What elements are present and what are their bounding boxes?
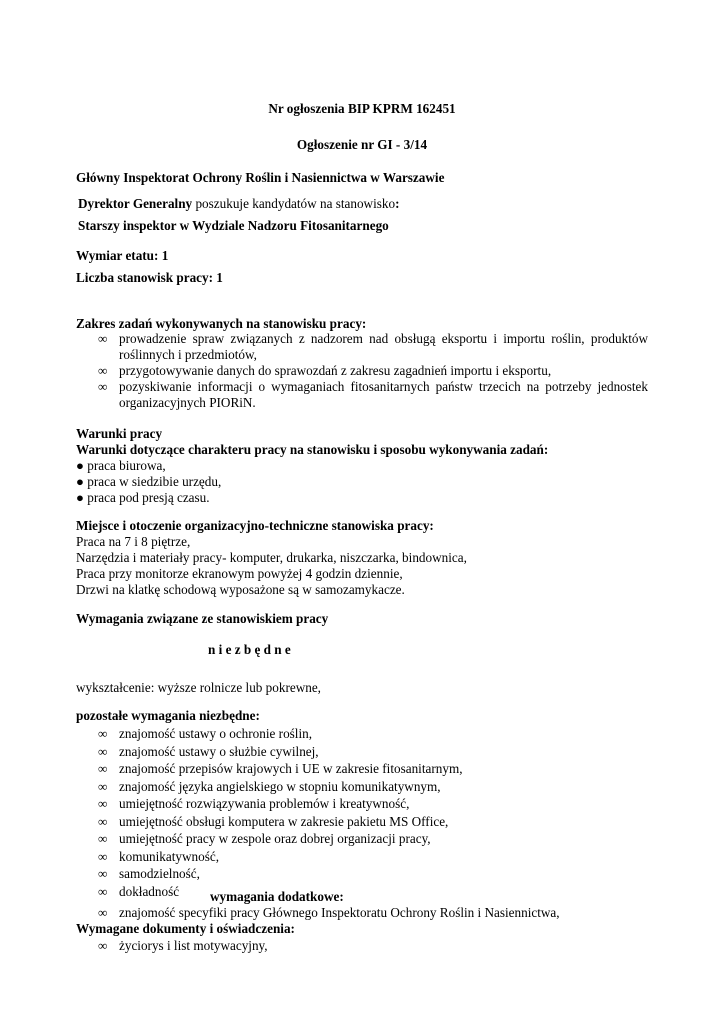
duties-heading: Zakres zadań wykonywanych na stanowisku pracy: <box>76 316 367 331</box>
list-item: ∞ znajomość ustawy o ochronie roślin, <box>98 726 313 741</box>
infinity-bullet-icon: ∞ <box>98 761 108 776</box>
infinity-bullet-icon: ∞ <box>98 743 108 759</box>
condition-item: ● praca biurowa, <box>76 458 166 473</box>
infinity-bullet-icon: ∞ <box>98 796 108 811</box>
employer-name: Główny Inspektorat Ochrony Roślin i Nasiennictwa w Warszawie <box>76 170 445 185</box>
list-item: ∞ znajomość języka angielskiego w stopniu komunikatywnym, <box>98 778 441 794</box>
infinity-bullet-icon: ∞ <box>98 848 108 864</box>
list-item: ∞ prowadzenie spraw związanych z nadzorem nad obsługą eksportu i importu roślin, produktów roślinnych i przedmiotów, <box>98 331 648 362</box>
announcement-number: Nr ogłoszenia BIP KPRM 162451 <box>268 101 456 116</box>
duties-list <box>98 331 648 411</box>
infinity-bullet-icon: ∞ <box>98 905 108 920</box>
workplace-heading: Miejsce i otoczenie organizacyjno-techniczne stanowiska pracy: <box>76 518 434 533</box>
condition-item: ● praca pod presją czasu. <box>76 490 210 505</box>
additional-requirements-heading: wymagania dodatkowe: <box>210 889 344 904</box>
requirements-heading: Wymagania związane ze stanowiskiem pracy <box>76 611 329 626</box>
recruiter-colon: : <box>395 196 400 211</box>
recruiter-text: poszukuje kandydatów na stanowisko <box>192 196 396 211</box>
infinity-bullet-icon: ∞ <box>98 379 108 394</box>
documents-list <box>98 938 658 954</box>
infinity-bullet-icon: ∞ <box>98 778 108 794</box>
recruiter-line <box>78 196 399 212</box>
list-item: ∞ samodzielność, <box>98 866 200 881</box>
conditions-subheading: Warunki dotyczące charakteru pracy na stanowisku i sposobu wykonywania zadań: <box>76 442 549 457</box>
condition-item: ● praca w siedzibie urzędu, <box>76 474 222 489</box>
infinity-bullet-icon: ∞ <box>98 363 108 378</box>
recruiter-title: Dyrektor Generalny <box>78 196 193 211</box>
notice-number: Ogłoszenie nr GI - 3/14 <box>296 137 428 152</box>
other-requirements-heading: pozostałe wymagania niezbędne: <box>76 708 260 723</box>
list-item: ∞ znajomość specyfiki pracy Głównego Inspektoratu Ochrony Roślin i Nasiennictwa, <box>98 905 560 920</box>
required-label: n i e z b ę d n e <box>208 642 291 657</box>
list-item: ∞ znajomość przepisów krajowych i UE w zakresie fitosanitarnym, <box>98 761 463 776</box>
list-item: ∞ pozyskiwanie informacji o wymaganiach fitosanitarnych państw trzecich na potrzeby jednostek organizacyjnych PIORiN. <box>98 379 648 410</box>
infinity-bullet-icon: ∞ <box>98 866 108 881</box>
list-item: ∞ komunikatywność, <box>98 848 219 864</box>
workplace-line: Narzędzia i materiały pracy- komputer, drukarka, niszczarka, bindownica, <box>76 550 467 565</box>
position-title: Starszy inspektor w Wydziale Nadzoru Fitosanitarnego <box>78 218 389 233</box>
list-item: ∞ życiorys i list motywacyjny, <box>98 938 268 953</box>
workplace-line: Drzwi na klatkę schodową wyposażone są w samozamykacze. <box>76 582 405 597</box>
infinity-bullet-icon: ∞ <box>98 726 108 741</box>
list-item: ∞ umiejętność obsługi komputera w zakresie pakietu MS Office, <box>98 813 449 829</box>
fte: Wymiar etatu: 1 <box>76 248 169 263</box>
workplace-line: Praca przy monitorze ekranowym powyżej 4 godzin dziennie, <box>76 566 403 581</box>
education-requirement: wykształcenie: wyższe rolnicze lub pokrewne, <box>76 680 321 695</box>
list-item: ∞ umiejętność pracy w zespole oraz dobrej organizacji pracy, <box>98 831 431 846</box>
infinity-bullet-icon: ∞ <box>98 883 108 899</box>
list-item: ∞ dokładność <box>98 883 180 899</box>
conditions-heading: Warunki pracy <box>76 426 163 441</box>
list-item: ∞ znajomość ustawy o służbie cywilnej, <box>98 743 319 759</box>
infinity-bullet-icon: ∞ <box>98 813 108 829</box>
list-item: ∞ umiejętność rozwiązywania problemów i kreatywność, <box>98 796 410 811</box>
other-requirements-list <box>98 726 658 901</box>
positions-count: Liczba stanowisk pracy: 1 <box>76 270 223 285</box>
workplace-line: Praca na 7 i 8 piętrze, <box>76 534 191 549</box>
infinity-bullet-icon: ∞ <box>98 331 108 346</box>
documents-heading: Wymagane dokumenty i oświadczenia: <box>76 921 295 936</box>
infinity-bullet-icon: ∞ <box>98 938 108 953</box>
infinity-bullet-icon: ∞ <box>98 831 108 846</box>
additional-requirements-list <box>98 905 658 921</box>
list-item: ∞ przygotowywanie danych do sprawozdań z zakresu zagadnień importu i eksportu, <box>98 363 552 378</box>
